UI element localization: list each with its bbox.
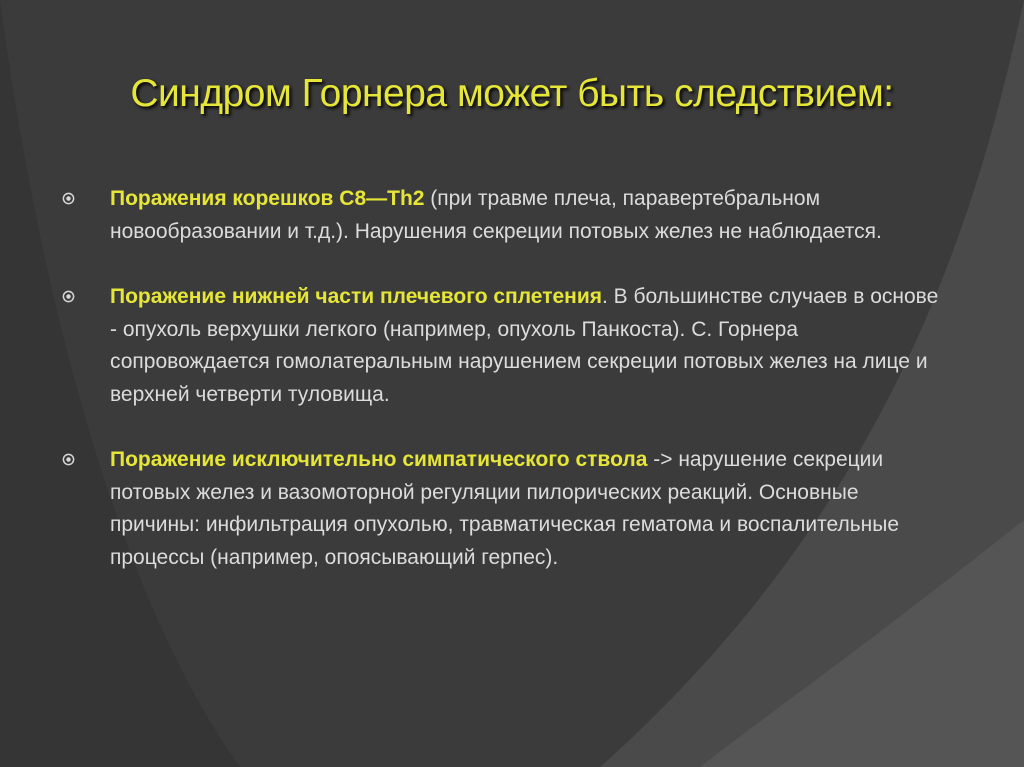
item-text: (при травме плеча, паравертебральном новообразовании и т.д.). Нарушения секреции потовых желез не наблюдается.	[110, 187, 882, 243]
circle-dot-bullet-icon	[62, 453, 75, 466]
list-item	[62, 444, 942, 574]
list-item	[62, 281, 942, 411]
circle-dot-bullet-icon	[62, 290, 75, 303]
slide-title: Синдром Горнера может быть следствием:	[130, 72, 894, 115]
item-highlight: Поражения корешков С8—Th2	[110, 187, 425, 210]
item-text: -> нарушение секреции потовых желез и вазомоторной регуляции пилорических реакций. Основные причины: инфильтрация опухолью, травматическая гематома и воспалительные процессы (например, опоясывающий герпес).	[110, 448, 900, 569]
bullet-list	[62, 183, 942, 607]
item-highlight: Поражение нижней части плечевого сплетения	[110, 285, 603, 308]
item-text: . В большинстве случаев в основе - опухоль верхушки легкого (например, опухоль Панкоста). С. Горнера сопровождается гомолатеральным нарушением секреции потовых желез на лице и верхней четверти туловища.	[110, 285, 939, 406]
circle-dot-bullet-icon	[62, 192, 75, 205]
item-highlight: Поражение исключительно симпатического ствола	[110, 448, 648, 471]
list-item	[62, 183, 942, 248]
